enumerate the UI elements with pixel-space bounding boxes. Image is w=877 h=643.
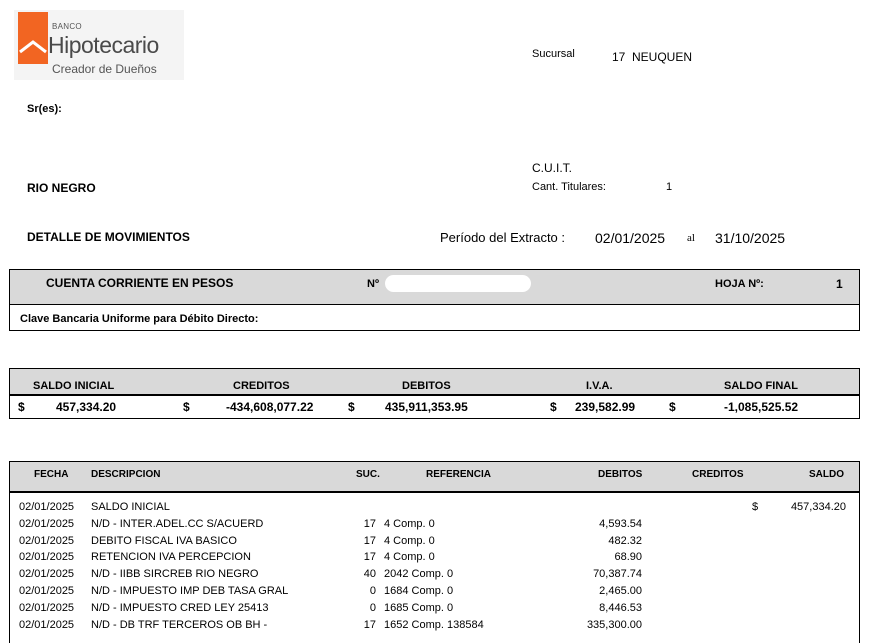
table-row: [0, 518, 877, 534]
summary-currency: $: [18, 400, 25, 414]
cell-fecha: 02/01/2025: [19, 501, 75, 513]
cell-referencia: 4 Comp. 0: [384, 551, 435, 564]
cell-suc: 17: [363, 534, 376, 547]
cell-debitos: 335,300.00: [586, 618, 642, 631]
cell-suc: 0: [369, 601, 376, 614]
cell-suc: 17: [363, 551, 376, 564]
cell-suc: 0: [369, 585, 376, 597]
summary-header-saldo-final: SALDO FINAL: [724, 380, 798, 392]
table-row: [0, 585, 877, 601]
cbu-label: Clave Bancaria Uniforme para Débito Directo:: [20, 313, 259, 325]
summary-value-creditos: -434,608,077.22: [226, 400, 314, 414]
cell-fecha: 02/01/2025: [19, 585, 75, 597]
col-suc: SUC.: [356, 469, 380, 480]
period-to: 31/10/2025: [715, 230, 786, 246]
bank-logo: [14, 10, 184, 80]
cell-fecha: 02/01/2025: [19, 618, 75, 631]
titulares-value: 1: [666, 181, 673, 193]
cell-fecha: 02/01/2025: [19, 551, 75, 564]
logo-bank-name: Hipotecario: [48, 32, 159, 58]
cell-fecha: 02/01/2025: [19, 517, 75, 530]
summary-value-saldo-inicial: 457,334.20: [56, 400, 117, 414]
cell-currency: $: [752, 501, 759, 513]
summary-currency: $: [348, 400, 355, 414]
cell-suc: 17: [363, 618, 376, 631]
summary-header-iva: I.V.A.: [586, 380, 613, 392]
cell-debitos: 8,446.53: [599, 601, 642, 614]
cell-debitos: 482.32: [608, 534, 642, 547]
cuit-label: C.U.I.T.: [532, 161, 573, 175]
summary-header-debitos: DEBITOS: [402, 380, 451, 392]
cell-descripcion: N/D - IMPUESTO CRED LEY 25413: [91, 601, 269, 614]
summary-header-saldo-inicial: SALDO INICIAL: [33, 380, 115, 392]
summary-currency: $: [183, 400, 190, 414]
client-location: RIO NEGRO: [27, 181, 96, 195]
cell-referencia: 1685 Comp. 0: [384, 601, 454, 614]
table-row: [0, 568, 877, 584]
col-descripcion: DESCRIPCION: [91, 469, 161, 480]
account-type: CUENTA CORRIENTE EN PESOS: [46, 276, 234, 290]
summary-value-saldo-final: -1,085,525.52: [724, 400, 799, 414]
cell-debitos: 4,593.54: [599, 517, 642, 530]
summary-value-iva: 239,582.99: [575, 400, 636, 414]
summary-header-creditos: CREDITOS: [233, 380, 290, 392]
cell-fecha: 02/01/2025: [19, 534, 75, 547]
cell-suc: 40: [363, 568, 376, 581]
cell-fecha: 02/01/2025: [19, 601, 75, 614]
logo-tagline: Creador de Dueños: [52, 62, 157, 76]
branch-label: Sucursal: [532, 48, 575, 60]
account-number-label: Nº: [367, 278, 379, 290]
cell-descripcion: N/D - INTER.ADEL.CC S/ACUERD: [91, 517, 264, 530]
table-row: [0, 619, 877, 635]
col-referencia: REFERENCIA: [426, 469, 492, 480]
cell-descripcion: N/D - IMPUESTO IMP DEB TASA GRAL: [91, 585, 289, 597]
period-from: 02/01/2025: [595, 230, 666, 246]
cell-fecha: 02/01/2025: [19, 568, 75, 581]
period-separator: al: [687, 232, 695, 244]
account-number-redacted: [385, 275, 531, 292]
summary-currency: $: [550, 400, 557, 414]
cell-debitos: 2,465.00: [599, 585, 642, 597]
period-label: Período del Extracto :: [440, 230, 566, 245]
cell-descripcion: SALDO INICIAL: [91, 501, 170, 513]
cell-debitos: 68.90: [614, 551, 642, 564]
table-row: [0, 535, 877, 551]
logo-banco-label: BANCO: [52, 22, 82, 31]
cell-referencia: 4 Comp. 0: [384, 517, 435, 530]
table-row: [0, 551, 877, 567]
col-creditos: CREDITOS: [692, 469, 744, 480]
branch-name: NEUQUEN: [632, 50, 693, 64]
hoja-value: 1: [836, 277, 843, 291]
cell-debitos: 70,387.74: [593, 568, 642, 581]
titulares-label: Cant. Titulares:: [532, 181, 606, 193]
col-fecha: FECHA: [34, 469, 69, 480]
cell-suc: 17: [363, 517, 376, 530]
cell-saldo: 457,334.20: [790, 501, 846, 513]
cell-referencia: 4 Comp. 0: [384, 534, 435, 547]
client-label: Sr(es):: [27, 103, 62, 115]
table-row: [0, 501, 877, 517]
cell-referencia: 1684 Comp. 0: [384, 585, 454, 597]
statement-title: DETALLE DE MOVIMIENTOS: [27, 230, 190, 244]
col-debitos: DEBITOS: [598, 469, 643, 480]
summary-currency: $: [669, 400, 676, 414]
cell-referencia: 1652 Comp. 138584: [384, 618, 484, 631]
hoja-label: HOJA Nº:: [715, 278, 764, 290]
cell-descripcion: N/D - IIBB SIRCREB RIO NEGRO: [91, 568, 259, 581]
branch-number: 17: [612, 50, 626, 64]
cell-descripcion: N/D - DB TRF TERCEROS OB BH -: [91, 618, 268, 631]
cell-referencia: 2042 Comp. 0: [384, 568, 454, 581]
summary-value-debitos: 435,911,353.95: [385, 400, 468, 414]
cell-descripcion: RETENCION IVA PERCEPCION: [91, 551, 251, 564]
logo-house-mark: [18, 12, 48, 64]
table-row: [0, 602, 877, 618]
cell-descripcion: DEBITO FISCAL IVA BASICO: [91, 534, 237, 547]
col-saldo: SALDO: [809, 469, 844, 480]
